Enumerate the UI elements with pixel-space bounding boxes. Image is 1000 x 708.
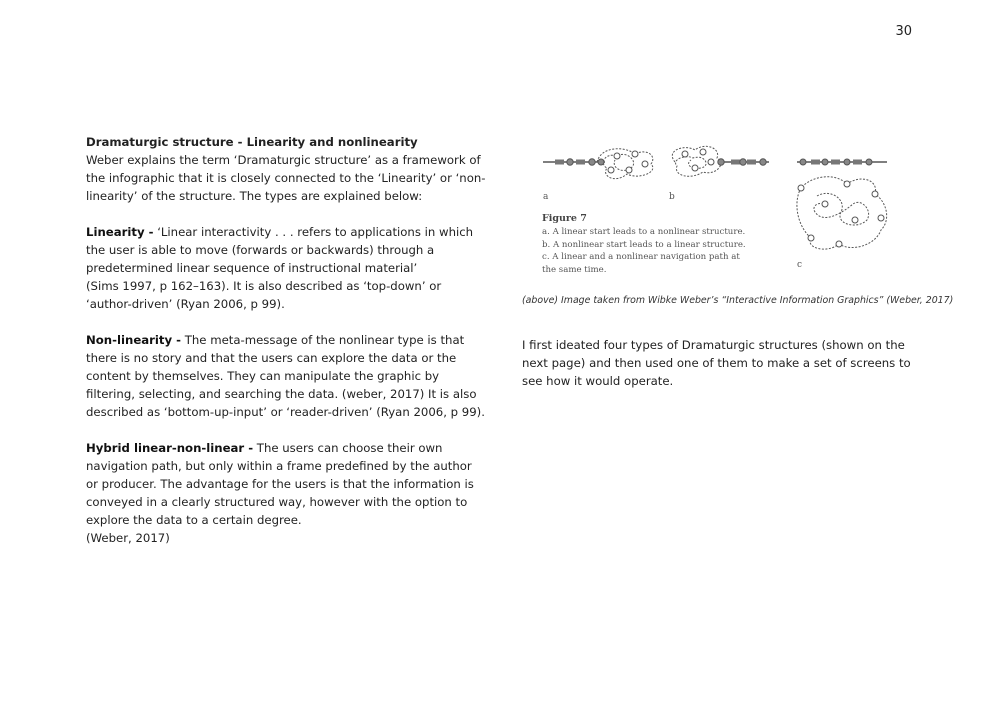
hybrid-paragraph — [86, 439, 486, 547]
diagram-b — [672, 146, 769, 176]
linearity-citation: (Sims 1997, p 162–163). It is also described as ‘top-down’ or ‘author-driven’ (Ryan 2006, p 99). — [86, 279, 442, 311]
image-credit: (above) Image taken from Wibke Weber’s “Interactive Information Graphics” (Weber, 2017) — [522, 295, 954, 306]
section-heading: Dramaturgic structure - Linearity and nonlinearity — [86, 135, 418, 149]
diagram-c — [797, 159, 887, 249]
linearity-paragraph — [86, 223, 486, 313]
left-column — [86, 133, 486, 565]
hybrid-citation: (Weber, 2017) — [86, 531, 170, 545]
caption-line: c. A linear and a nonlinear navigation path at — [542, 252, 740, 262]
caption-line: b. A nonlinear start leads to a linear structure. — [542, 239, 746, 250]
label-c: c — [797, 260, 803, 270]
caption-line: the same time. — [542, 264, 607, 275]
diagram-a — [543, 149, 653, 179]
page-number: 30 — [895, 24, 912, 39]
figure-title: Figure 7 — [542, 213, 587, 224]
label-a: a — [543, 192, 549, 202]
nonlinearity-paragraph — [86, 331, 486, 421]
intro-text: Weber explains the term ‘Dramaturgic structure’ as a framework of the infographic that it is closely connected to the ‘Linearity’ or ‘non-linearity’ of the structure. The types are explained below: — [86, 153, 486, 203]
hybrid-term: Hybrid linear-non-linear - — [86, 441, 254, 455]
linearity-text: ‘Linear interactivity . . . refers to applications in which the user is able to move (forwards or backwards) through a predetermined linear sequence of instructional material’ — [86, 225, 474, 275]
intro-paragraph — [86, 133, 486, 205]
hybrid-text: The users can choose their own navigation path, but only within a frame predefined by the author or producer. The advantage for the users is that the information is conveyed in a clearly structured way, however with the option to explore the data to a certain degree. — [86, 441, 474, 527]
caption-line: a. A linear start leads to a nonlinear structure. — [542, 227, 746, 237]
figure-7 — [535, 140, 905, 280]
linearity-term: Linearity - — [86, 225, 154, 239]
figure-caption — [542, 226, 746, 276]
label-b: b — [669, 192, 675, 202]
right-paragraph: I first ideated four types of Dramaturgic structures (shown on the next page) and then used one of them to make a set of screens to see how it would operate. — [522, 338, 911, 388]
nonlinearity-text: The meta-message of the nonlinear type is that there is no story and that the users can explore the data or the content by themselves. They can manipulate the graphic by filtering, selecting, and searching the data. (weber, 2017) It is also described as ‘bottom-up-input’ or ‘reader-driven’ (Ryan 2006, p 99). — [86, 333, 485, 419]
nonlinearity-term: Non-linearity - — [86, 333, 182, 347]
